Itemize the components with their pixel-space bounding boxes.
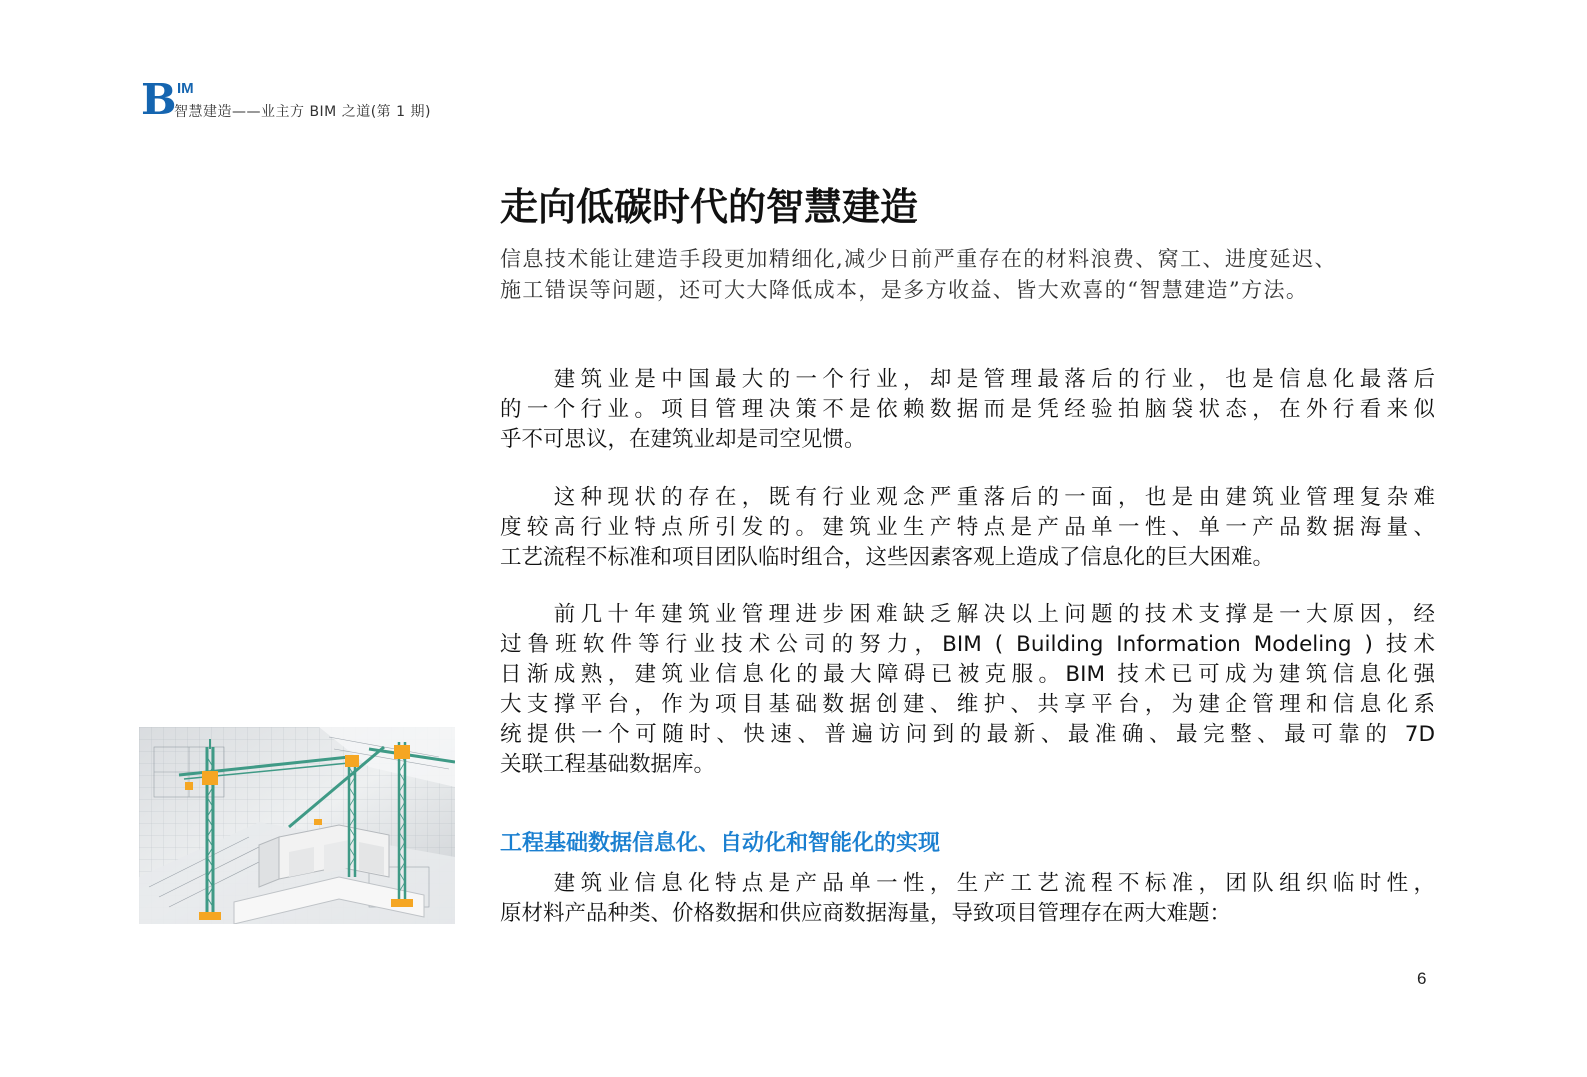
text-line: 建筑业是中国最大的一个行业，却是管理最落后的行业，也是信息化最落后 xyxy=(500,367,1435,392)
text-line: 的一个行业。项目管理决策不是依赖数据而是凭经验拍脑袋状态，在外行看来似 xyxy=(500,397,1435,422)
body-paragraph xyxy=(500,869,1435,929)
section-subheading: 工程基础数据信息化、自动化和智能化的实现 xyxy=(500,831,941,856)
logo-letter: B xyxy=(141,75,177,124)
text-line: 度较高行业特点所引发的。建筑业生产特点是产品单一性、单一产品数据海量、 xyxy=(500,515,1435,540)
text-line: 原材料产品种类、价格数据和供应商数据海量，导致项目管理存在两大难题： xyxy=(500,901,1232,926)
text-line: 前几十年建筑业管理进步困难缺乏解决以上问题的技术支撑是一大原因，经 xyxy=(500,602,1435,627)
construction-illustration xyxy=(139,727,455,924)
running-header: 智慧建造——业主方 BIM 之道(第 1 期) xyxy=(174,104,431,120)
text-line: 过鲁班软件等行业技术公司的努力，BIM ( Building Information Modeling ) 技术 xyxy=(500,632,1435,657)
article-title: 走向低碳时代的智慧建造 xyxy=(500,184,919,229)
lead-line: 施工错误等问题，还可大大降低成本，是多方收益、皆大欢喜的“智慧建造”方法。 xyxy=(500,278,1309,302)
lead-line: 信息技术能让建造手段更加精细化,减少日前严重存在的材料浪费、窝工、进度延迟、 xyxy=(500,247,1337,271)
logo-superscript: IM xyxy=(177,80,194,97)
body-paragraph xyxy=(500,600,1435,780)
text-line: 日渐成熟，建筑业信息化的最大障碍已被克服。BIM 技术已可成为建筑信息化强 xyxy=(500,662,1435,687)
construction-cranes-image xyxy=(139,727,455,924)
text-line: 统提供一个可随时、快速、普遍访问到的最新、最准确、最完整、最可靠的 7D xyxy=(500,722,1435,747)
body-paragraph xyxy=(500,483,1435,573)
text-line: 建筑业信息化特点是产品单一性，生产工艺流程不标准，团队组织临时性， xyxy=(500,871,1435,896)
text-line: 乎不可思议，在建筑业却是司空见惯。 xyxy=(500,427,866,452)
page-number: 6 xyxy=(1417,969,1427,988)
text-line: 大支撑平台，作为项目基础数据创建、维护、共享平台，为建企管理和信息化系 xyxy=(500,692,1435,717)
lead-paragraph xyxy=(500,244,1440,306)
text-line: 关联工程基础数据库。 xyxy=(500,752,716,777)
text-line: 工艺流程不标准和项目团队临时组合，这些因素客观上造成了信息化的巨大困难。 xyxy=(500,545,1275,570)
body-paragraph xyxy=(500,365,1435,455)
brand-logo xyxy=(141,75,194,124)
text-line: 这种现状的存在，既有行业观念严重落后的一面，也是由建筑业管理复杂难 xyxy=(500,485,1435,510)
